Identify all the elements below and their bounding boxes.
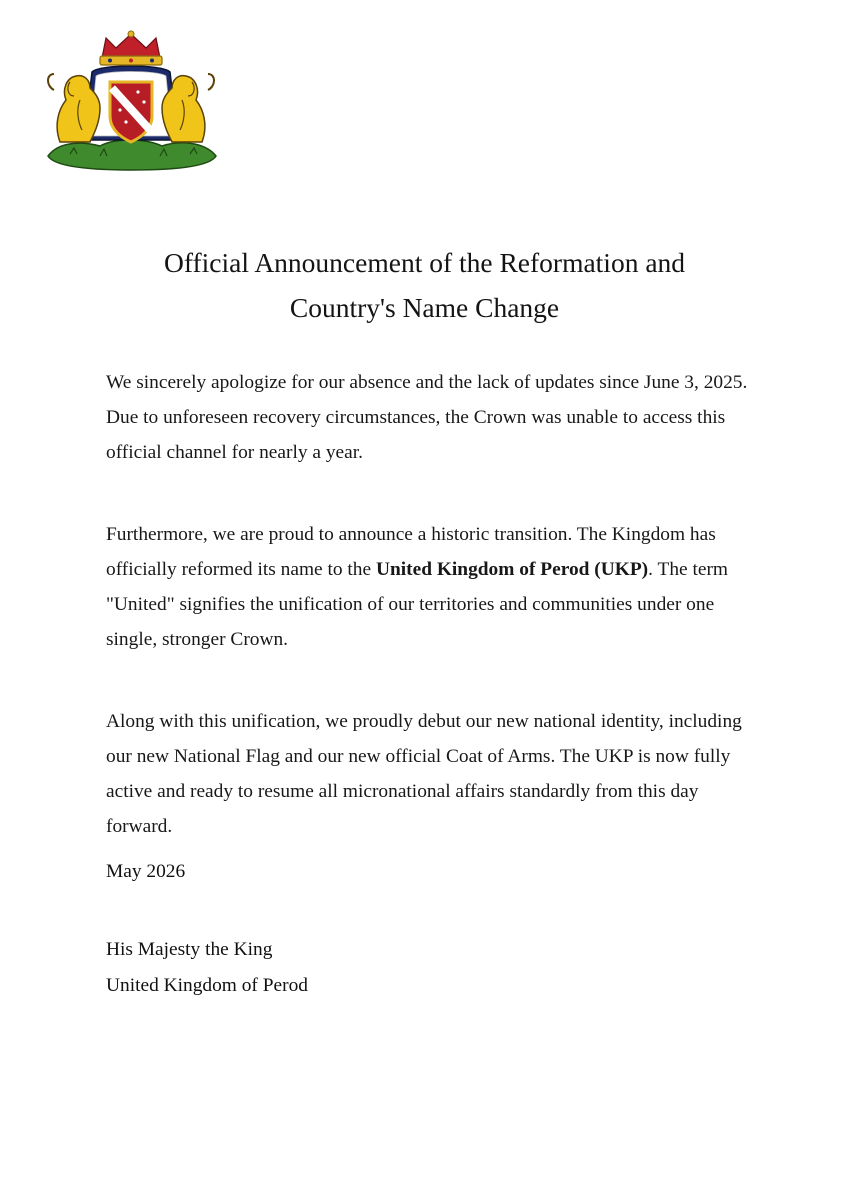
- paragraph-national-identity: Along with this unification, we proudly debut our new national identity, including our new National Flag and our new official Coat of Arms. The UKP is now fully active and ready to resume all micronational affairs standardly from this day forward.: [106, 711, 742, 837]
- title-line-2: Country's Name Change: [289, 292, 560, 323]
- signature-title: His Majesty the King: [106, 939, 273, 960]
- announcement-date: May 2026: [106, 861, 186, 882]
- coat-of-arms-icon: [40, 30, 222, 172]
- new-country-name: United Kingdom of Perod (UKP): [375, 559, 649, 580]
- signature-country: United Kingdom of Perod: [106, 975, 308, 996]
- signature-block: [106, 932, 308, 1004]
- paragraph-name-change: [106, 517, 756, 657]
- paragraph-name-change-text-2: . The term "United" signifies the unification of our territories and communities under one single, stronger Crown.: [106, 559, 729, 650]
- paragraph-apology: We sincerely apologize for our absence and the lack of updates since June 3, 2025. Due to unforeseen recovery circumstances, the Crown was unable to access this official channel for nearly a year.: [106, 372, 748, 463]
- paragraph-name-change-text-1: Furthermore, we are proud to announce a historic transition. The Kingdom has officially reformed its name to the: [106, 524, 716, 580]
- title-line-1: Official Announcement of the Reformation and: [163, 247, 686, 278]
- announcement-title: [0, 240, 849, 330]
